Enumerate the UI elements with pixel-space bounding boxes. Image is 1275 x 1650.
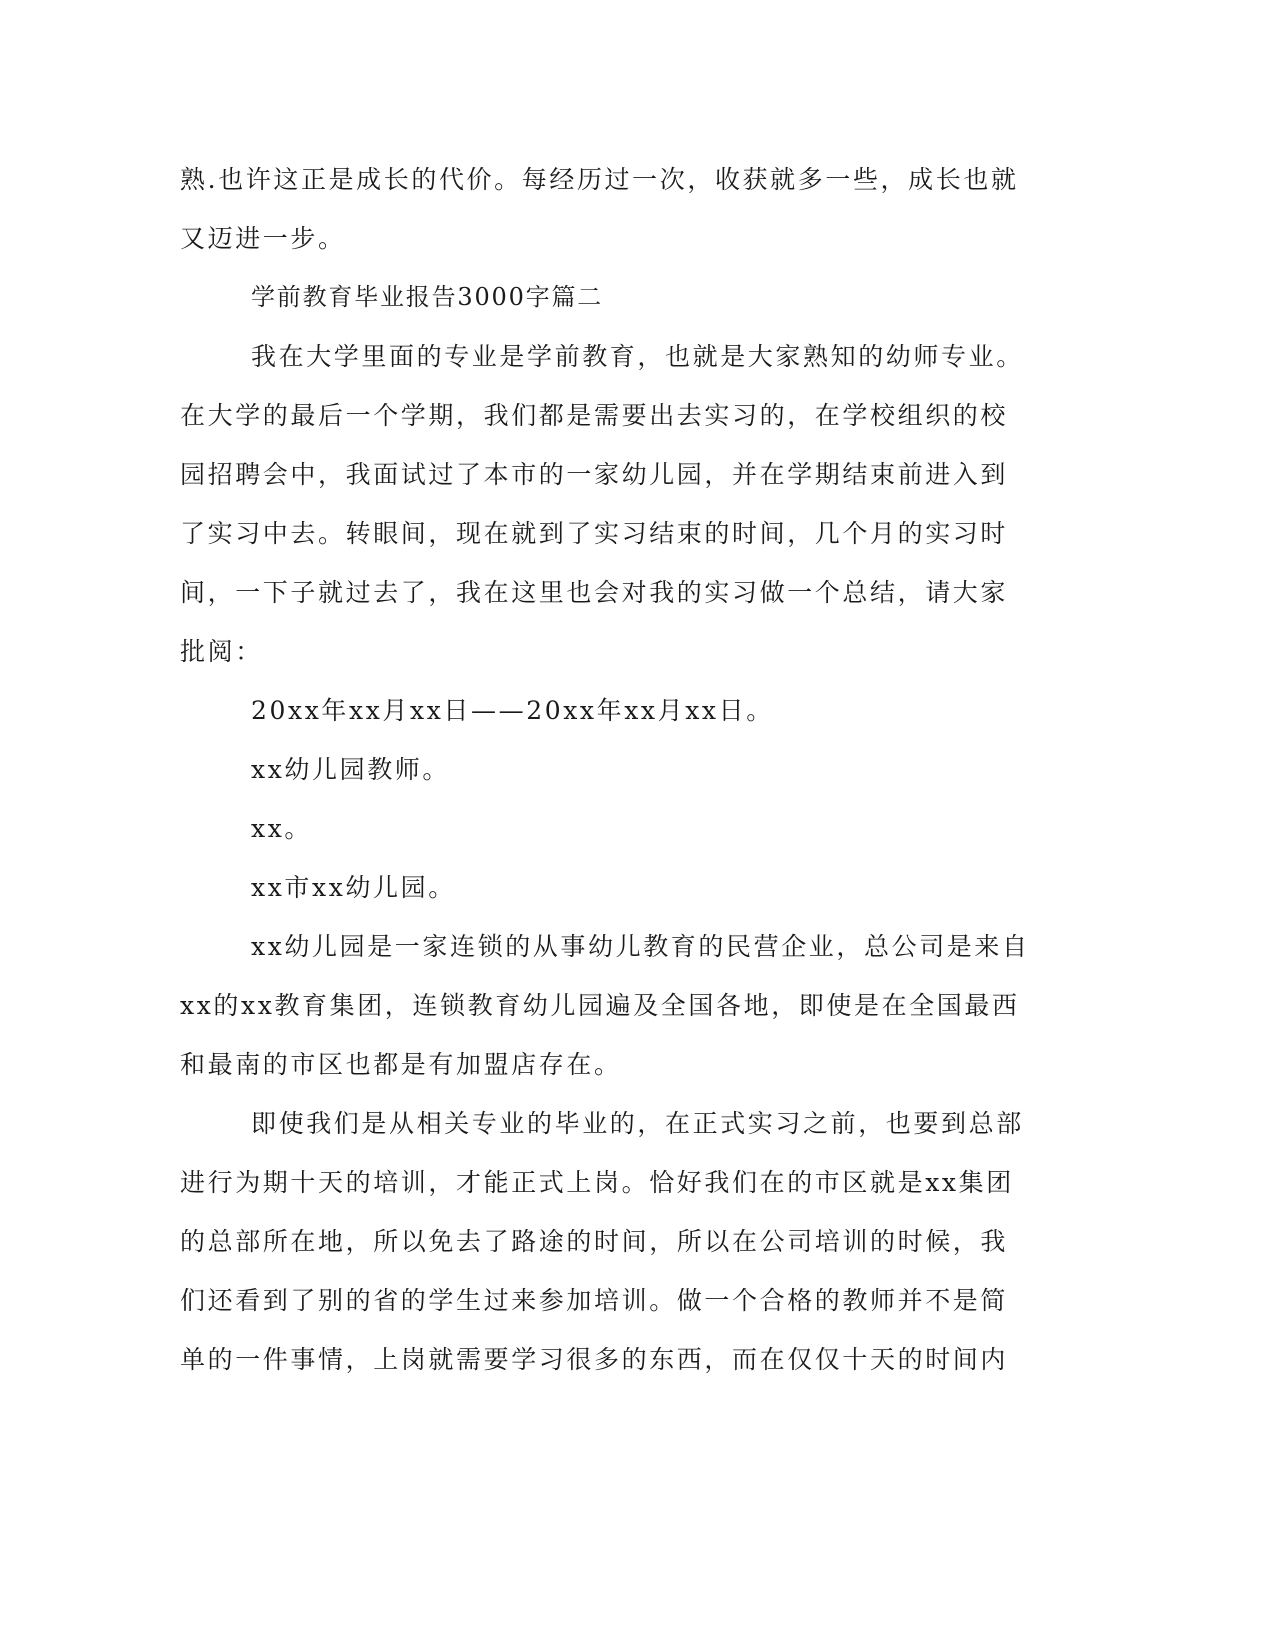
document-body — [180, 150, 1040, 1389]
text-line: 熟.也许这正是成长的代价。每经历过一次，收获就多一些，成长也就 — [180, 165, 1019, 194]
text-line: 们还看到了别的省的学生过来参加培训。做一个合格的教师并不是简 — [180, 1286, 1009, 1315]
text-line: 园招聘会中，我面试过了本市的一家幼儿园，并在学期结束前进入到 — [180, 460, 1009, 489]
text-line: 单的一件事情，上岗就需要学习很多的东西，而在仅仅十天的时间内 — [180, 1345, 1009, 1374]
text-line: xx幼儿园是一家连锁的从事幼儿教育的民营企业，总公司是来自 — [251, 932, 1030, 961]
text-line: 了实习中去。转眼间，现在就到了实习结束的时间，几个月的实习时 — [180, 519, 1009, 548]
text-line: 又迈进一步。 — [180, 224, 346, 253]
text-line: 在大学的最后一个学期，我们都是需要出去实习的，在学校组织的校 — [180, 401, 1009, 430]
text-line: 我在大学里面的专业是学前教育，也就是大家熟知的幼师专业。 — [251, 342, 1024, 371]
text-line: 的总部所在地，所以免去了路途的时间，所以在公司培训的时候，我 — [180, 1227, 1009, 1256]
text-line: xx。 — [251, 814, 312, 843]
text-line: xx幼儿园教师。 — [251, 755, 450, 784]
section-heading: 学前教育毕业报告3000字篇二 — [251, 283, 604, 311]
text-line: xx市xx幼儿园。 — [251, 873, 456, 902]
text-line: 间，一下子就过去了，我在这里也会对我的实习做一个总结，请大家 — [180, 578, 1009, 607]
text-line: 批阅： — [180, 637, 263, 666]
text-line: xx的xx教育集团，连锁教育幼儿园遍及全国各地，即使是在全国最西 — [180, 991, 1020, 1020]
text-line: 和最南的市区也都是有加盟店存在。 — [180, 1050, 622, 1079]
text-line: 20xx年xx月xx日——20xx年xx月xx日。 — [251, 696, 774, 725]
text-line: 即使我们是从相关专业的毕业的，在正式实习之前，也要到总部 — [251, 1109, 1024, 1138]
text-line: 进行为期十天的培训，才能正式上岗。恰好我们在的市区就是xx集团 — [180, 1168, 1014, 1197]
